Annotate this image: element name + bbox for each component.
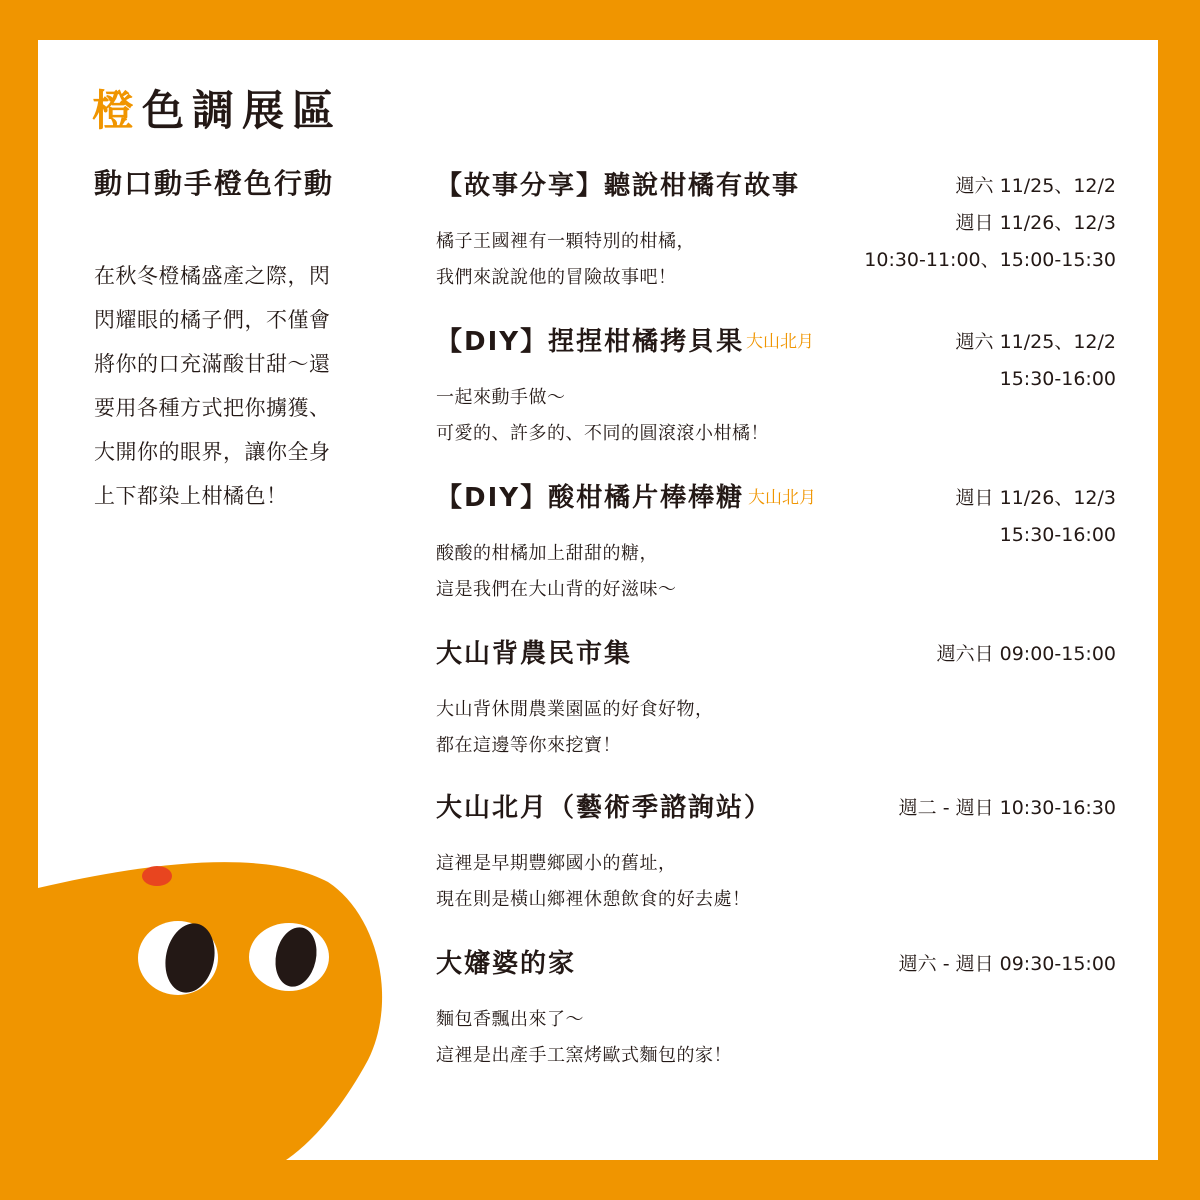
event-description xyxy=(436,1002,732,1074)
event-description-line: 酸酸的柑橘加上甜甜的糖， xyxy=(436,543,658,564)
event-description-line: 這裡是早期豐鄉國小的舊址， xyxy=(436,853,677,874)
event-description-line: 一起來動手做～ xyxy=(436,387,566,408)
event-location-tag: 大山北月 xyxy=(748,488,816,508)
intro-line: 上下都染上柑橘色！ xyxy=(94,484,288,508)
event-schedule xyxy=(956,324,1116,398)
event-description-line: 現在則是橫山鄉裡休憩飲食的好去處！ xyxy=(436,889,751,910)
event-description xyxy=(436,846,751,918)
event-item-bakery-house xyxy=(436,946,1116,1076)
event-schedule xyxy=(899,790,1116,827)
mascot-stem xyxy=(142,866,172,886)
page-subtitle: 動口動手橙色行動 xyxy=(94,167,335,200)
event-item-farmers-market xyxy=(436,636,1116,766)
card xyxy=(38,40,1158,1160)
event-description-line: 麵包香飄出來了～ xyxy=(436,1009,584,1030)
page-title-rest: 色調展區 xyxy=(142,86,343,135)
intro-line: 將你的口充滿酸甘甜～還 xyxy=(94,352,331,376)
event-schedule-line: 週六 11/25、12/2 xyxy=(955,331,1116,353)
event-item-diy-bagel xyxy=(436,324,1116,454)
page-title-accent: 橙 xyxy=(92,86,143,135)
mascot-left-eye-white xyxy=(138,921,218,995)
intro-line: 大開你的眼界，讓你全身 xyxy=(94,440,331,464)
event-schedule-line: 週二 - 週日 10:30-16:30 xyxy=(898,797,1116,819)
event-description-line: 我們來說說他的冒險故事吧！ xyxy=(436,267,677,288)
event-description xyxy=(436,380,769,452)
event-item-info-station xyxy=(436,790,1116,920)
event-description-line: 大山背休閒農業園區的好食好物， xyxy=(436,699,714,720)
event-title: 大山北月（藝術季諮詢站） xyxy=(436,793,773,823)
event-schedule-line: 週六 - 週日 09:30-15:00 xyxy=(898,953,1116,975)
page-title xyxy=(92,84,342,138)
event-schedule xyxy=(864,168,1116,279)
event-item-diy-lollipop xyxy=(436,480,1116,610)
event-location-tag: 大山北月 xyxy=(746,332,814,352)
event-schedule-line: 15:30-16:00 xyxy=(999,524,1116,546)
mascot-left-pupil xyxy=(159,919,221,997)
event-title: 【故事分享】聽說柑橘有故事 xyxy=(436,171,801,201)
event-schedule xyxy=(937,636,1116,673)
event-description xyxy=(436,224,695,296)
event-schedule xyxy=(899,946,1116,983)
event-schedule-line: 15:30-16:00 xyxy=(999,368,1116,390)
event-schedule-line: 週六日 09:00-15:00 xyxy=(936,643,1116,665)
mascot-right-eye-white xyxy=(249,923,329,991)
event-title: 【DIY】捏捏柑橘拷貝果 xyxy=(436,327,745,357)
event-description-line: 這是我們在大山背的好滋味～ xyxy=(436,579,677,600)
mascot-right-pupil xyxy=(270,923,322,990)
intro-line: 要用各種方式把你擄獲、 xyxy=(94,396,331,420)
event-schedule-line: 週日 11/26、12/3 xyxy=(955,212,1116,234)
event-schedule-line: 週六 11/25、12/2 xyxy=(955,175,1116,197)
event-title: 大嬸婆的家 xyxy=(436,949,577,979)
event-title: 【DIY】酸柑橘片棒棒糖 xyxy=(436,483,745,513)
event-description-line: 橘子王國裡有一顆特別的柑橘， xyxy=(436,231,695,252)
event-description-line: 可愛的、許多的、不同的圓滾滾小柑橘！ xyxy=(436,423,769,444)
mascot-body xyxy=(38,862,382,1160)
event-item-story xyxy=(436,168,1116,298)
event-schedule xyxy=(956,480,1116,554)
event-schedule-line: 週日 11/26、12/3 xyxy=(955,487,1116,509)
intro-line: 在秋冬橙橘盛產之際，閃 xyxy=(94,264,331,288)
event-title: 大山背農民市集 xyxy=(436,639,633,669)
event-schedule-line: 10:30-11:00、15:00-15:30 xyxy=(864,249,1116,271)
event-description-line: 這裡是出產手工窯烤歐式麵包的家！ xyxy=(436,1045,732,1066)
event-description-line: 都在這邊等你來挖寶！ xyxy=(436,735,621,756)
intro-paragraph xyxy=(94,254,384,518)
event-description xyxy=(436,692,714,764)
event-description xyxy=(436,536,677,608)
intro-line: 閃耀眼的橘子們，不僅會 xyxy=(94,308,331,332)
